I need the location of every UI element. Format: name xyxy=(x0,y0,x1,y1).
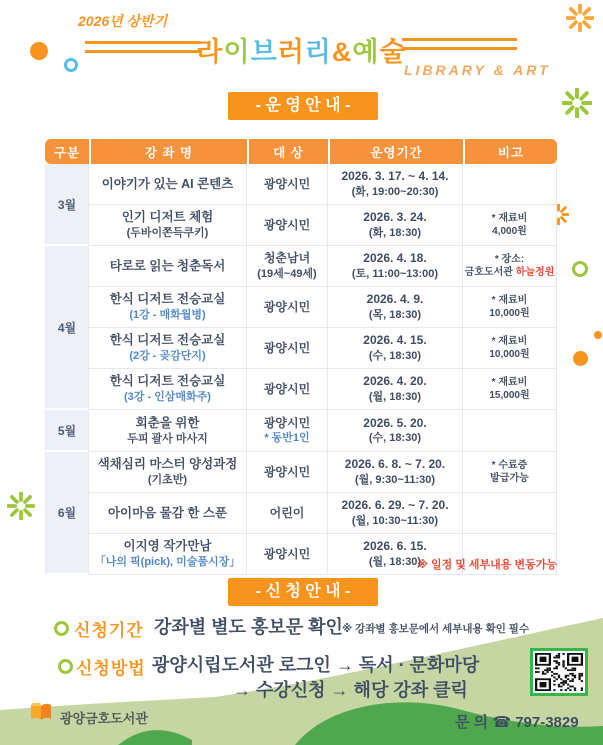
cell-text: * 수료증 xyxy=(491,459,528,471)
orange-dot xyxy=(594,331,602,339)
cell-text: (2강 - 곶감단지) xyxy=(129,350,206,363)
apply-period-label: 신청기간 xyxy=(74,621,144,640)
cell-text: 광양시민 xyxy=(263,546,311,561)
contact-label: 문 의 xyxy=(455,714,489,731)
cell-period xyxy=(328,410,463,452)
schedule-change-note: ※ 일정 및 세부내용 변동가능 xyxy=(417,559,557,571)
cell-text: (두바이쫀득쿠키) xyxy=(126,227,209,240)
cell-name xyxy=(89,369,247,410)
cell-note xyxy=(463,246,557,287)
title-char: 브 xyxy=(250,37,278,67)
edition-subtitle: 2026년 상반기 xyxy=(78,13,168,29)
cell-name xyxy=(89,287,247,328)
cell-text: 2026. 3. 24. xyxy=(363,210,427,225)
phone-number: 797-3829 xyxy=(515,714,579,731)
apply-method-label: 신청방법 xyxy=(76,659,146,678)
cell-note xyxy=(463,328,557,369)
cell-name xyxy=(89,328,247,369)
month-cell: 3월 xyxy=(45,164,89,246)
cell-text: * 재료비 xyxy=(491,376,528,388)
cell-text: 2026. 3. 17. ~ 4. 14. xyxy=(341,169,449,184)
cell-text: (수, 18:30) xyxy=(368,432,422,445)
cell-text: * 재료비 xyxy=(491,335,528,347)
cell-text: 한식 디저트 전승교실 xyxy=(109,374,226,389)
cell-text: 4,000원 xyxy=(492,226,527,237)
cell-text: (화, 19:00~20:30) xyxy=(351,185,439,198)
cell-text: 2026. 5. 20. xyxy=(363,415,427,430)
cell-period xyxy=(328,493,463,534)
cell-text: 15,000원 xyxy=(489,390,530,401)
table-row xyxy=(45,246,557,287)
cell-text: 청춘남녀 xyxy=(263,251,311,266)
cell-period xyxy=(328,246,463,287)
cell-text: * 재료비 xyxy=(491,294,528,306)
col-header-target: 대 상 xyxy=(247,139,328,164)
cell-text: 이야기가 있는 AI 콘텐츠 xyxy=(101,176,234,191)
col-header-period: 운영기간 xyxy=(328,139,463,164)
cell-target xyxy=(247,205,328,246)
cell-note xyxy=(463,369,557,410)
cell-target xyxy=(247,452,328,493)
asterisk-icon xyxy=(7,492,35,520)
table-row xyxy=(45,410,557,452)
cell-text: * 장소: xyxy=(494,253,525,265)
cell-note xyxy=(463,287,557,328)
cell-text: 한식 디저트 전승교실 xyxy=(109,333,226,348)
cell-target xyxy=(247,369,328,410)
title-char: 라 xyxy=(196,37,224,67)
cell-text: 2026. 4. 20. xyxy=(363,374,427,389)
title-char: 러 xyxy=(277,37,305,67)
cell-name xyxy=(89,164,247,205)
cell-text: (1강 - 매화월병) xyxy=(129,309,206,322)
cell-period xyxy=(328,369,463,410)
cell-text: (월, 18:30) xyxy=(368,555,422,568)
cell-text: (수, 18:30) xyxy=(368,349,422,362)
apply-period-note: ※ 강좌별 홍보문에서 세부내용 확인 필수 xyxy=(342,623,530,635)
cell-name xyxy=(89,246,247,287)
col-header-category: 구분 xyxy=(45,139,89,164)
bullet-ring-icon xyxy=(58,659,73,674)
cell-name xyxy=(89,493,247,534)
cell-text: 타로로 읽는 청춘독서 xyxy=(109,258,226,273)
cell-note xyxy=(463,205,557,246)
cell-text: (기초반) xyxy=(147,474,188,487)
cell-text: (화, 18:30) xyxy=(368,226,422,239)
col-header-course: 강 좌 명 xyxy=(89,139,247,164)
table-row xyxy=(45,369,557,410)
month-cell: 5월 xyxy=(45,410,89,452)
table-row xyxy=(45,493,557,534)
cell-text: 한식 디저트 전승교실 xyxy=(109,292,226,307)
cell-note xyxy=(463,410,557,452)
cell-name xyxy=(89,452,247,493)
cell-text: * 동반1인 xyxy=(264,432,310,445)
cell-text: 두피 괄사 마사지 xyxy=(127,432,208,445)
cell-target xyxy=(247,164,328,205)
cell-period xyxy=(328,164,463,205)
month-cell: 6월 xyxy=(45,452,89,575)
cell-name xyxy=(89,205,247,246)
cell-text: 2026. 4. 9. xyxy=(366,292,424,307)
cell-note xyxy=(463,493,557,534)
cell-text: 광양시민 xyxy=(263,340,311,355)
bullet-ring-icon xyxy=(54,621,69,636)
cell-text: 2026. 4. 18. xyxy=(363,251,427,266)
table-header xyxy=(45,139,557,164)
asterisk-icon xyxy=(566,4,594,32)
cell-target xyxy=(247,534,328,575)
cell-period xyxy=(328,205,463,246)
cell-text: 광양시민 xyxy=(263,381,311,396)
title-char: 리 xyxy=(304,37,332,67)
orange-dot xyxy=(573,351,588,366)
table-row xyxy=(45,164,557,205)
cell-target xyxy=(247,493,328,534)
table-row xyxy=(45,328,557,369)
cell-target xyxy=(247,328,328,369)
cell-name xyxy=(89,410,247,452)
table-row xyxy=(45,205,557,246)
cell-text: 인기 디저트 체험 xyxy=(121,210,214,225)
table-row xyxy=(45,287,557,328)
cell-text: 발급가능 xyxy=(490,473,529,484)
phone-icon: ☎ xyxy=(492,714,512,731)
cell-text: (월, 10:30~11:30) xyxy=(351,514,439,527)
cell-text: 광양시민 xyxy=(263,176,311,191)
orange-dot xyxy=(30,42,48,60)
cell-note xyxy=(463,164,557,205)
section-title-operation: - 운 영 안 내 - xyxy=(228,92,378,120)
title-char: 예 xyxy=(352,37,380,67)
cell-text: 2026. 6. 8. ~ 7. 20. xyxy=(344,457,446,472)
cell-text: (토, 11:00~13:00) xyxy=(351,267,439,280)
program-table xyxy=(45,139,557,575)
cell-name xyxy=(89,534,247,575)
cell-text: 어린이 xyxy=(269,505,305,520)
title-char: & xyxy=(331,37,353,67)
apply-method-line2: → 수강신청 → 해당 강좌 클릭 xyxy=(233,680,468,700)
contact-info xyxy=(455,711,579,732)
title-char: 이 xyxy=(223,37,251,67)
cell-text: 2026. 4. 15. xyxy=(363,333,427,348)
book-icon xyxy=(28,702,54,724)
cell-text: 광양시민 xyxy=(263,299,311,314)
blue-ring xyxy=(64,58,78,72)
cell-text: 10,000원 xyxy=(489,349,530,360)
cell-text: * 재료비 xyxy=(491,212,528,224)
cell-text: 색채심리 마스터 양성과정 xyxy=(97,457,238,472)
cell-text: 10,000원 xyxy=(489,308,530,319)
cell-text: 2026. 6. 15. xyxy=(363,539,427,554)
section-title-apply: - 신 청 안 내 - xyxy=(228,578,378,606)
title-char: 술 xyxy=(379,37,407,67)
cell-target xyxy=(247,246,328,287)
cell-text: (월, 18:30) xyxy=(368,390,422,403)
col-header-note: 비고 xyxy=(463,139,557,164)
green-ring xyxy=(572,261,588,277)
asterisk-icon xyxy=(562,88,592,118)
cell-text: (19세~49세) xyxy=(257,267,317,280)
cell-text: 회춘을 위한 xyxy=(135,415,200,430)
cell-period xyxy=(328,287,463,328)
month-cell: 4월 xyxy=(45,246,89,410)
cell-text: 광양시민 xyxy=(263,217,311,232)
english-subtitle: LIBRARY & ART xyxy=(404,62,551,78)
cell-text: (월, 9:30~11:30) xyxy=(354,473,436,486)
cell-target xyxy=(247,287,328,328)
cell-text: 금호도서관 xyxy=(464,267,516,278)
apply-period-text: 강좌별 별도 홍보문 확인 xyxy=(154,617,343,637)
cell-text: 광양시민 xyxy=(263,464,311,479)
qr-code xyxy=(530,648,588,696)
cell-text: (목, 18:30) xyxy=(368,308,422,321)
cell-text: 이지영 작가만남 xyxy=(123,539,212,554)
cell-period xyxy=(328,452,463,493)
apply-method-line1: 광양시립도서관 로그인 → 독서 · 문화마당 xyxy=(152,655,480,675)
cell-target xyxy=(247,410,328,452)
cell-text: 2026. 6. 29. ~ 7. 20. xyxy=(341,498,449,513)
cell-period xyxy=(328,328,463,369)
table-row xyxy=(45,452,557,493)
cell-text: 아이마음 물감 한 스푼 xyxy=(107,505,228,520)
cell-text: 광양시민 xyxy=(263,415,311,430)
cell-text: 「나의 픽(pick), 미술품시장」 xyxy=(94,556,241,569)
cell-text: 하늘정원 xyxy=(515,267,555,278)
library-name: 광양금호도서관 xyxy=(60,711,148,726)
cell-note xyxy=(463,452,557,493)
cell-text: (3강 - 인삼매화주) xyxy=(124,391,211,404)
